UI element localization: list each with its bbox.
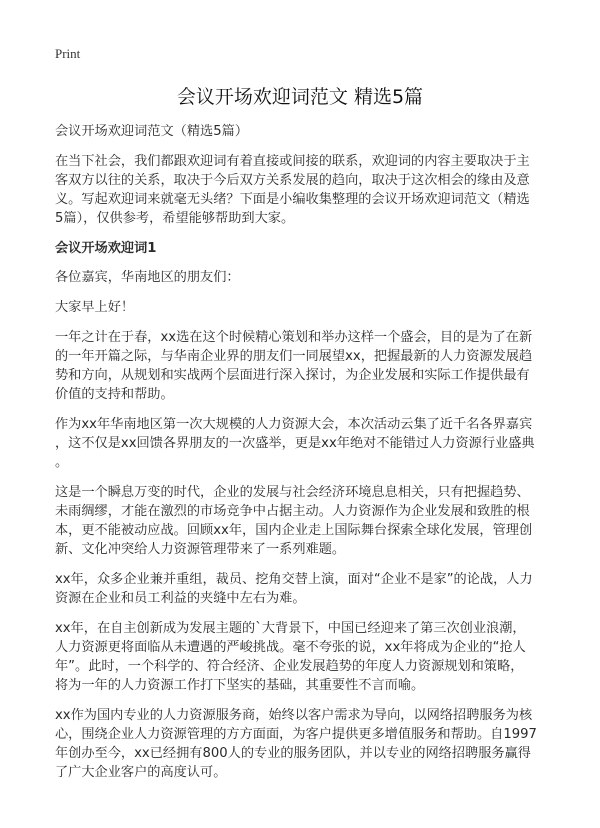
text-line: xx年，众多企业兼并重组，裁员、挖角交替上演，面对“企业不是家”的论战，人力 — [55, 572, 533, 587]
paragraph — [55, 706, 565, 782]
text-line: 了广大企业客户的高度认可。 — [55, 765, 227, 780]
intro-paragraph — [55, 152, 565, 228]
text-line: 势和方向，从规划和实战两个层面进行深入探讨，为企业发展和实际工作提供最有 — [55, 368, 530, 383]
subtitle: 会议开场欢迎词范文（精选5篇） — [55, 124, 249, 139]
text-line: 。 — [55, 455, 69, 470]
text-line: 各位嘉宾，华南地区的朋友们： — [55, 270, 240, 285]
paragraph — [55, 328, 565, 404]
document-body — [55, 122, 565, 793]
text-line: 的一年开篇之际，与华南企业界的朋友们一同展望xx，把握最新的人力资源发展趋 — [55, 349, 533, 364]
section-heading: 会议开场欢迎词1 — [55, 241, 157, 256]
paragraphs — [55, 268, 565, 782]
text-line: 客双方以往的关系，取决于今后双方关系发展的趋向，取决于这次相会的缘由及意 — [55, 173, 530, 188]
text-line: 5篇），仅供参考，希望能够帮助到大家。 — [55, 211, 295, 226]
text-line: 一年之计在于春，xx选在这个时候精心策划和举办这样一个盛会，目的是为了在新 — [55, 330, 533, 345]
paragraph — [55, 268, 565, 287]
text-line: 人力资源更将面临从未遭遇的严峻挑战。毫不夸张的说，xx年将成为企业的“抢人 — [55, 640, 526, 655]
paragraph — [55, 619, 565, 695]
text-line: 本，更不能被动应战。回顾xx年，国内企业走上国际舞台探索全球化发展，管理创 — [55, 523, 533, 538]
paragraph — [55, 483, 565, 559]
paragraph — [55, 298, 565, 317]
text-line: 义。写起欢迎词来就毫无头绪？下面是小编收集整理的会议开场欢迎词范文（精选 — [55, 192, 530, 207]
paragraph — [55, 415, 565, 472]
text-line: 在当下社会，我们都跟欢迎词有着直接或间接的联系，欢迎词的内容主要取决于主 — [55, 154, 530, 169]
text-line: 这是一个瞬息万变的时代，企业的发展与社会经济环境息息相关，只有把握趋势、 — [55, 485, 530, 500]
text-line: 未雨绸缪，才能在激烈的市场竞争中占据主动。人力资源作为企业发展和致胜的根 — [55, 504, 530, 519]
text-line: xx年，在自主创新成为发展主题的`大背景下，中国已经迎来了第三次创业浪潮， — [55, 621, 526, 636]
text-line: xx作为国内专业的人力资源服务商，始终以客户需求为导向，以网络招聘服务为核 — [55, 708, 533, 723]
text-line: 大家早上好！ — [55, 300, 135, 315]
text-line: 心，围绕企业人力资源管理的方方面面，为客户提供更多增值服务和帮助。自1997 — [55, 727, 537, 742]
text-line: 年”。此时，一个科学的、符合经济、企业发展趋势的年度人力资源规划和策略， — [55, 659, 524, 674]
text-line: ，这不仅是xx回馈各界朋友的一次盛举，更是xx年绝对不能错过人力资源行业盛典 — [55, 436, 535, 451]
print-link[interactable]: Print — [55, 46, 81, 61]
text-line: 将为一年的人力资源工作打下坚实的基础，其重要性不言而喻。 — [55, 678, 425, 693]
text-line: 资源在企业和员工利益的夹缝中左右为难。 — [55, 591, 306, 606]
text-line: 新、文化冲突给人力资源管理带来了一系列难题。 — [55, 542, 346, 557]
text-line: 作为xx年华南地区第一次大规模的人力资源大会，本次活动云集了近千名各界嘉宾 — [55, 417, 533, 432]
text-line: 年创办至今，xx已经拥有800人的专业的服务团队，并以专业的网络招聘服务赢得 — [55, 746, 531, 761]
text-line: 价值的支持和帮助。 — [55, 387, 174, 402]
page-title: 会议开场欢迎词范文 精选5篇 — [176, 86, 424, 108]
paragraph — [55, 570, 565, 608]
